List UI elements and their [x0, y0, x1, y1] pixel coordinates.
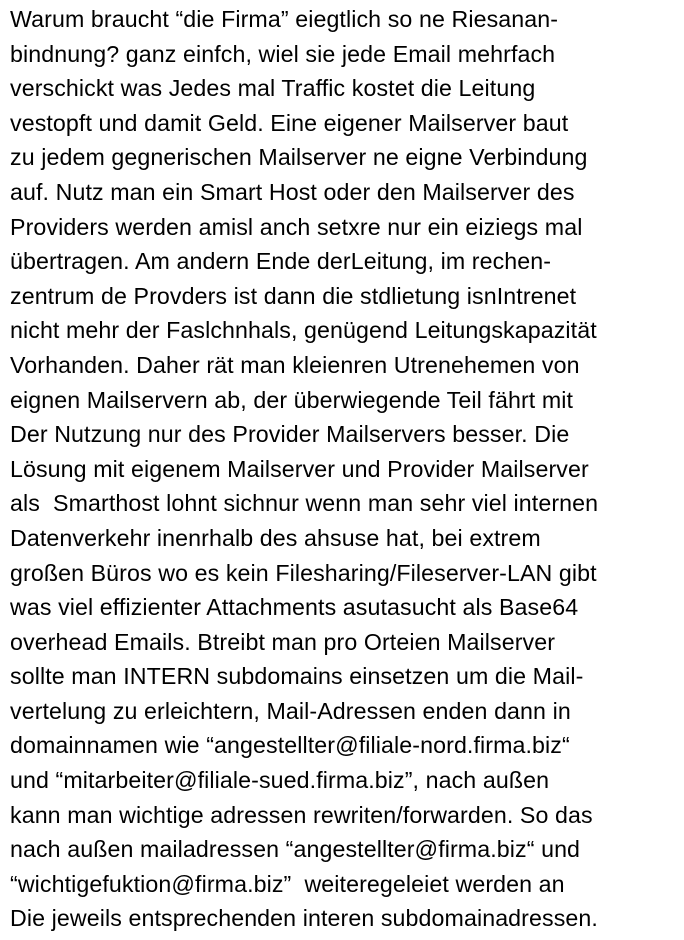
text-line: kann man wichtige adressen rewriten/forwarden. So das: [10, 801, 593, 828]
text-line: “wichtigefuktion@firma.biz” weiteregeleiet werden an: [10, 870, 565, 897]
text-line: sollte man INTERN subdomains einsetzen um die Mail-: [10, 663, 584, 690]
text-line: Lösung mit eigenem Mailserver und Provider Mailserver: [10, 455, 589, 482]
text-line: nach außen mailadressen “angestellter@firma.biz“ und: [10, 836, 581, 863]
text-line: Providers werden amisl anch setxre nur ein eiziegs mal: [10, 213, 583, 240]
text-line: Der Nutzung nur des Provider Mailservers besser. Die: [10, 421, 570, 448]
text-line: eignen Mailservern ab, der überwiegende Teil fährt mit: [10, 386, 574, 413]
text-line: domainnamen wie “angestellter@filiale-nord.firma.biz“: [10, 732, 570, 759]
text-line: vestopft und damit Geld. Eine eigener Mailserver baut: [10, 109, 569, 136]
text-line: Datenverkehr inenrhalb des ahsuse hat, bei extrem: [10, 524, 541, 551]
text-line: zu jedem gegnerischen Mailserver ne eigne Verbindung: [10, 144, 588, 171]
text-line: und “mitarbeiter@filiale-sued.firma.biz”, nach außen: [10, 767, 550, 794]
text-line: Die jeweils entsprechenden interen subdomainadressen.: [10, 905, 598, 932]
text-line: auf. Nutz man ein Smart Host oder den Mailserver des: [10, 178, 575, 205]
text-line: bindnung? ganz einfch, wiel sie jede Email mehrfach: [10, 40, 556, 67]
text-line: großen Büros wo es kein Filesharing/Fileserver-LAN gibt: [10, 559, 597, 586]
text-line: zentrum de Provders ist dann die stdlietung isnIntrenet: [10, 282, 577, 309]
text-line: Vorhanden. Daher rät man kleienren Utrenehemen von: [10, 351, 580, 378]
text-line: verschickt was Jedes mal Traffic kostet die Leitung: [10, 75, 536, 102]
text-line: overhead Emails. Btreibt man pro Orteien Mailserver: [10, 628, 556, 655]
text-line: nicht mehr der Faslchnhals, genügend Leitungskapazität: [10, 317, 597, 344]
body-text: [10, 2, 680, 936]
text-line: übertragen. Am andern Ende derLeitung, im rechen-: [10, 248, 552, 275]
text-line: als Smarthost lohnt sichnur wenn man sehr viel internen: [10, 490, 599, 517]
text-line: vertelung zu erleichtern, Mail-Adressen enden dann in: [10, 697, 571, 724]
text-line: Warum braucht “die Firma” eiegtlich so ne Riesanan-: [10, 6, 559, 32]
text-line: was viel effizienter Attachments asutasucht als Base64: [10, 594, 579, 621]
